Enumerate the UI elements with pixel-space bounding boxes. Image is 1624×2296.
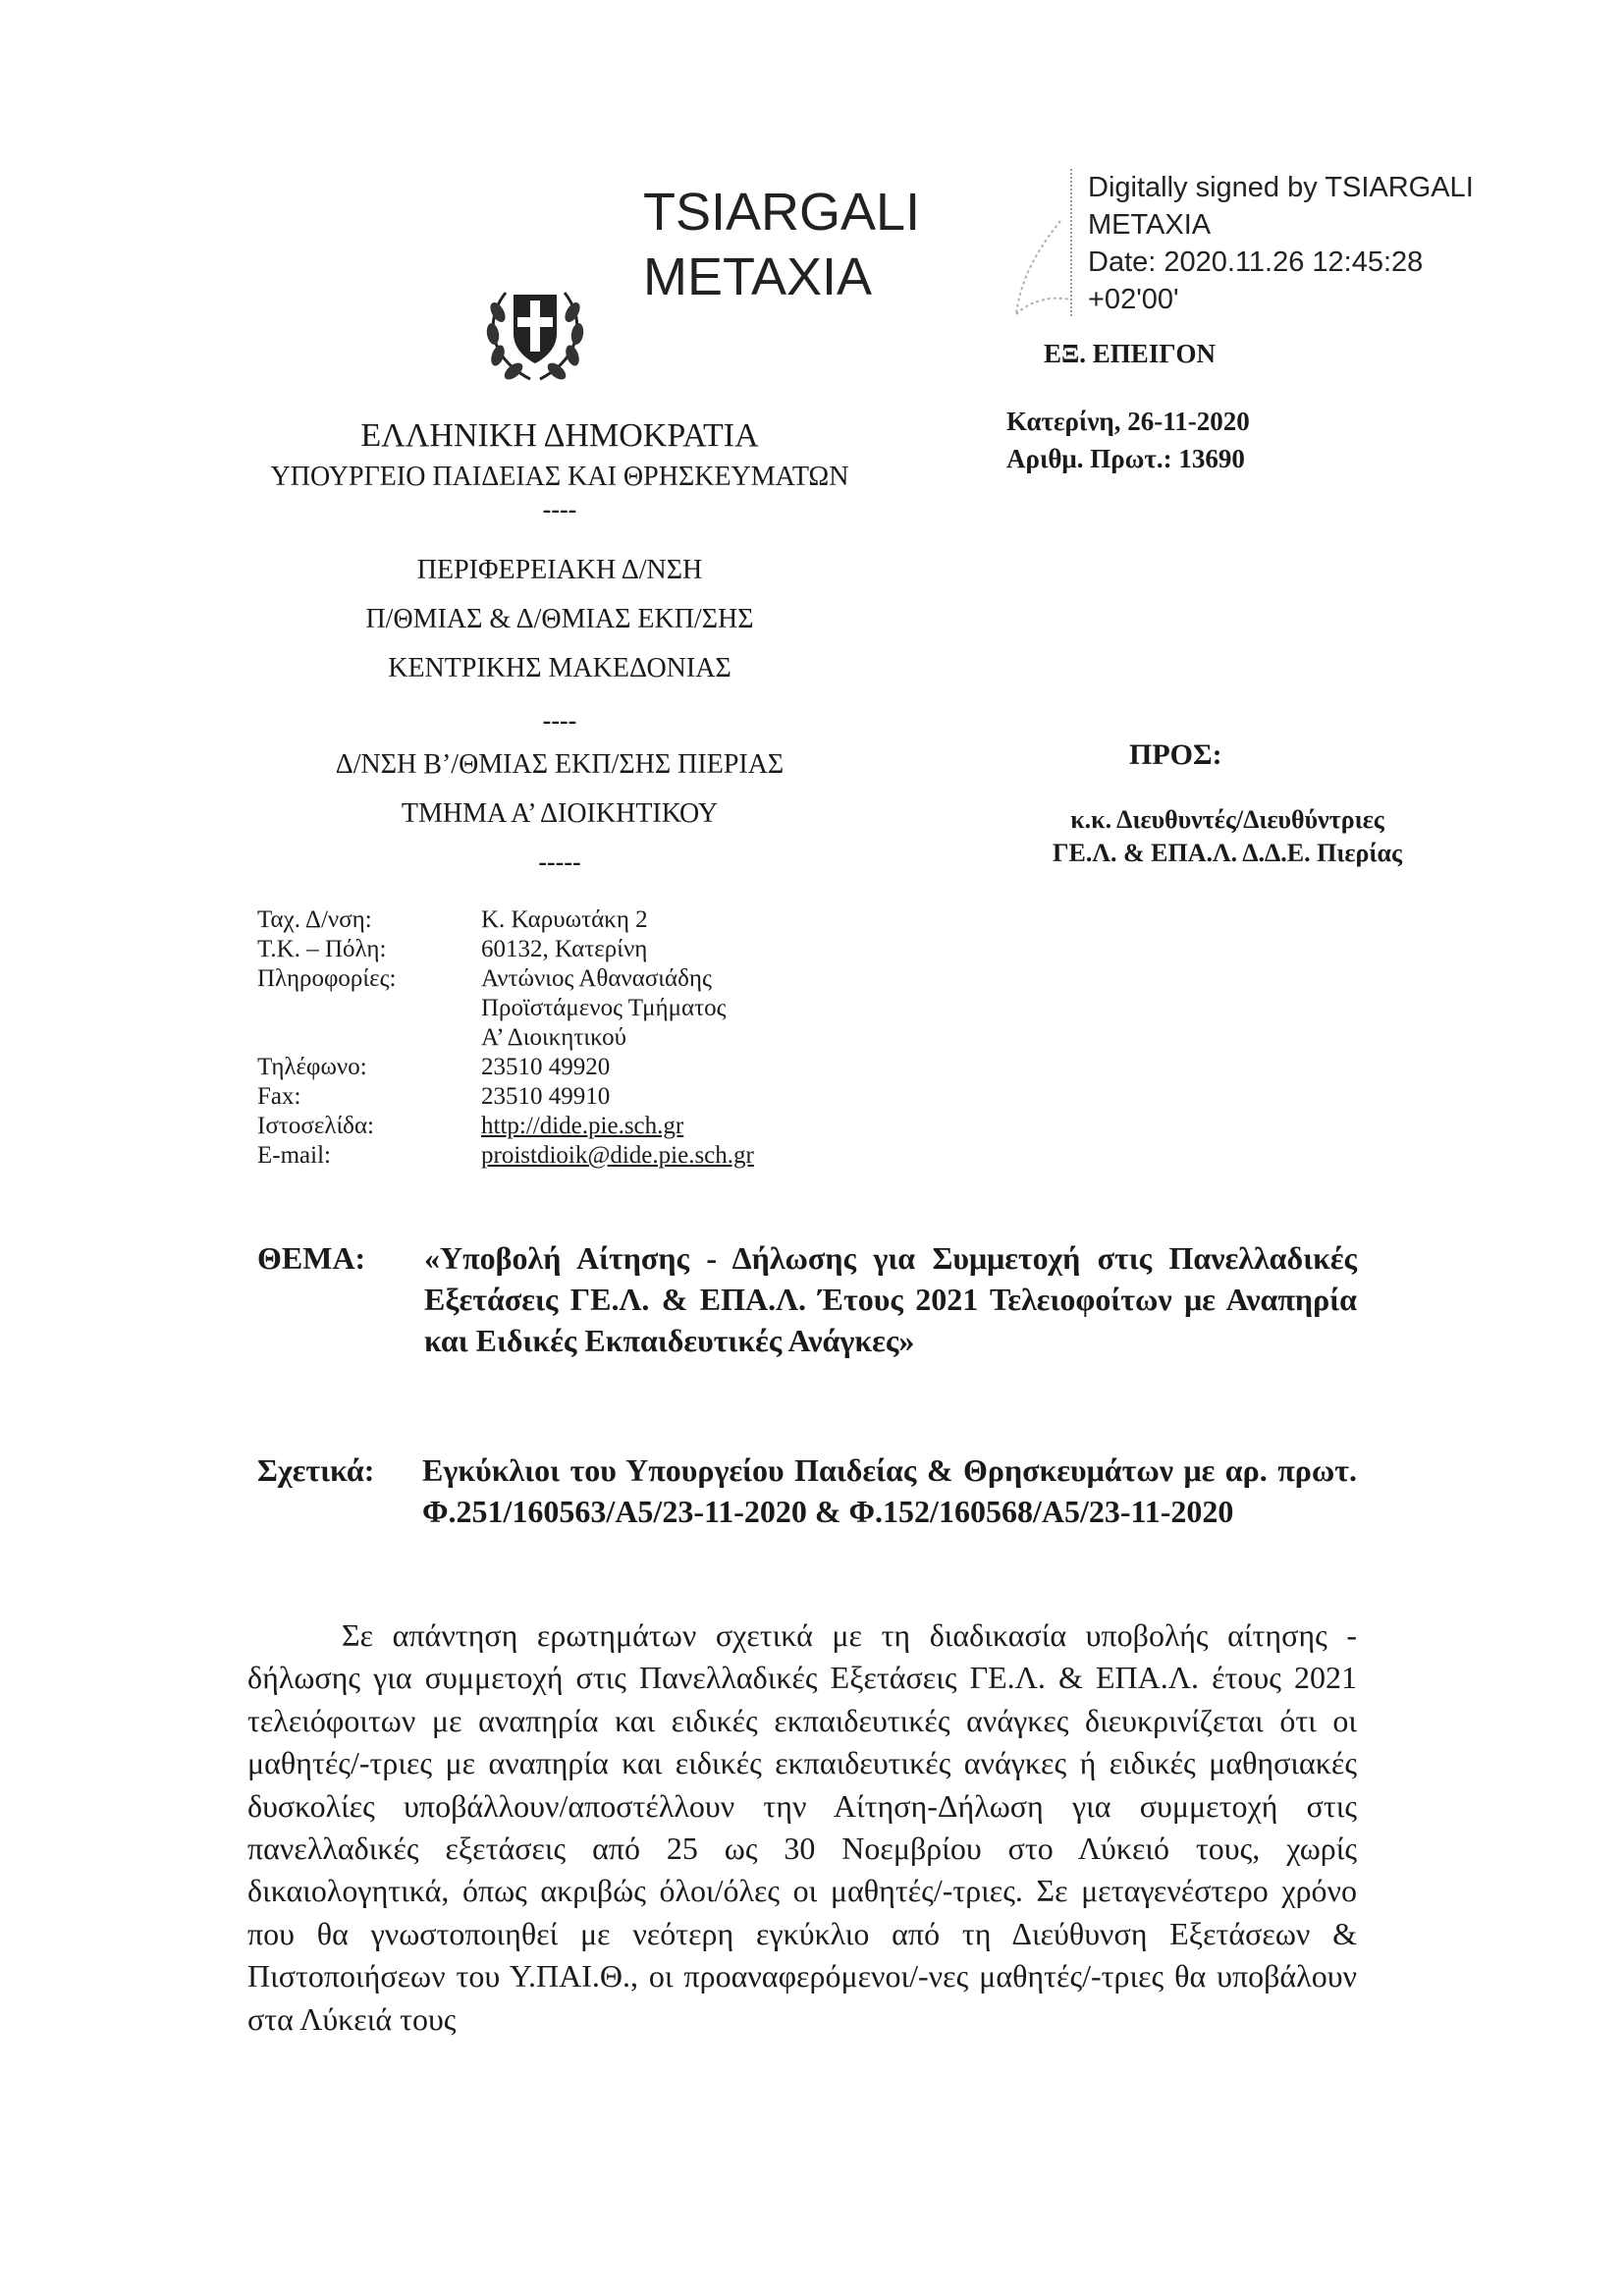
urgency-label: ΕΞ. ΕΠΕΙΓΟΝ bbox=[1044, 339, 1216, 368]
contact-row: Ιστοσελίδα: http://dide.pie.sch.gr bbox=[257, 1112, 754, 1141]
contact-row: Προϊστάμενος Τμήματος bbox=[481, 995, 727, 1021]
letterhead bbox=[245, 412, 874, 882]
signed-by-name: METAXIA bbox=[1088, 209, 1212, 241]
signature-date: Date: 2020.11.26 12:45:28 bbox=[1088, 246, 1424, 278]
email-link[interactable]: proistdioik@dide.pie.sch.gr bbox=[481, 1142, 754, 1169]
subject bbox=[257, 1237, 1357, 1361]
reference-label: Σχετικά: bbox=[257, 1452, 375, 1488]
separator: ---- bbox=[542, 706, 577, 735]
signer-name-line1: TSIARGALI bbox=[643, 183, 921, 242]
signature-timezone: +02'00' bbox=[1088, 284, 1179, 315]
regional-directorate-3: ΚΕΝΤΡΙΚΗΣ ΜΑΚΕΔΟΝΙΑΣ bbox=[388, 653, 731, 683]
department-name: ΤΜΗΜΑ Α’ ΔΙΟΙΚΗΤΙΚΟΥ bbox=[401, 798, 719, 829]
contact-row: Τηλέφωνο: 23510 49920 bbox=[257, 1054, 611, 1080]
contact-row: Ταχ. Δ/νση: Κ. Καρυωτάκη 2 bbox=[257, 906, 648, 933]
body-paragraph: Σε απάντηση ερωτημάτων σχετικά με τη διαδικασία υποβολής αίτησης - δήλωσης για συμμετοχή στις Πανελλαδικές Εξετάσεις ΓΕ.Λ. & ΕΠΑ.Λ. έτους 2021 τελειόφοιτων με αναπηρία και ειδικές εκπαιδευτικές ανάγκες διευκρινίζεται ότι οι μαθητές/-τριες με αναπηρία και ειδικές εκπαιδευτικές ανάγκες ή ειδικές μαθησιακές δυσκολίες υποβάλλουν/αποστέλλουν την Αίτηση-Δήλωση για συμμετοχή στις πανελλαδικές εξετάσεις από 25 ως 30 Νοεμβρίου στο Λύκειό τους, χωρίς δικαιολογητικά, όπως ακριβώς όλοι/όλες οι μαθητές/-τριες. Σε μεταγενέστερο χρόνο που θα γνωστοποιηθεί με νεότερη εγκύκλιο από τη Διεύθυνση Εξετάσεων & Πιστοποιήσεων του Υ.ΠΑΙ.Θ., οι προαναφερόμενοι/-νες μαθητές/-τριες θα υποβάλουν στα Λύκειά τους bbox=[247, 1617, 1357, 2037]
signer-name-line2: METAXIA bbox=[643, 247, 873, 306]
greek-emblem-logo bbox=[476, 273, 594, 391]
country-name: ΕΛΛΗΝΙΚΗ ΔΗΜΟΚΡΑΤΙΑ bbox=[360, 417, 759, 454]
contact-row: Πληροφορίες: Αντώνιος Αθανασιάδης bbox=[257, 965, 712, 992]
recipient bbox=[1011, 803, 1443, 870]
document-info bbox=[1006, 403, 1250, 477]
protocol-number: Αριθμ. Πρωτ.: 13690 bbox=[1006, 444, 1245, 473]
separator: ----- bbox=[538, 847, 581, 876]
subject-text: «Υποβολή Αίτησης - Δήλωσης για Συμμετοχή στις Πανελλαδικές Εξετάσεις ΓΕ.Λ. & ΕΠΑ.Λ. Έτους 2021 Τελειοφοίτων με Αναπηρία και Ειδικές Εκπαιδευτικές Ανάγκες» bbox=[424, 1240, 1357, 1358]
recipient-label: ΠΡΟΣ: bbox=[1129, 738, 1222, 771]
signer-name bbox=[643, 180, 920, 309]
separator: ---- bbox=[542, 495, 577, 523]
contact-details bbox=[257, 905, 754, 1171]
contact-row: Α’ Διοικητικού bbox=[481, 1024, 627, 1051]
contact-row: Τ.Κ. – Πόλη: 60132, Κατερίνη bbox=[257, 936, 648, 962]
contact-row: Fax: 23510 49910 bbox=[257, 1083, 611, 1110]
regional-directorate: ΠΕΡΙΦΕΡΕΙΑΚΗ Δ/ΝΣΗ bbox=[416, 555, 703, 585]
signature-scribble bbox=[1001, 216, 1080, 334]
place-date: Κατερίνη, 26-11-2020 bbox=[1006, 407, 1250, 436]
regional-directorate-2: Π/ΘΜΙΑΣ & Δ/ΘΜΙΑΣ ΕΚΠ/ΣΗΣ bbox=[365, 604, 754, 634]
digital-signature-details bbox=[1088, 169, 1474, 318]
directorate-name: Δ/ΝΣΗ Β’/ΘΜΙΑΣ ΕΚΠ/ΣΗΣ ΠΙΕΡΙΑΣ bbox=[335, 749, 785, 780]
ministry-name: ΥΠΟΥΡΓΕΙΟ ΠΑΙΔΕΙΑΣ ΚΑΙ ΘΡΗΣΚΕΥΜΑΤΩΝ bbox=[270, 462, 849, 492]
reference bbox=[257, 1449, 1357, 1532]
contact-row: E-mail: proistdioik@dide.pie.sch.gr bbox=[257, 1142, 754, 1169]
reference-text: Εγκύκλιοι του Υπουργείου Παιδείας & Θρησκευμάτων με αρ. πρωτ. Φ.251/160563/Α5/23-11-2020 & Φ.152/160568/Α5/23-11-2020 bbox=[422, 1452, 1357, 1529]
website-link[interactable]: http://dide.pie.sch.gr bbox=[481, 1113, 684, 1139]
recipient-line2: ΓΕ.Λ. & ΕΠΑ.Λ. Δ.Δ.Ε. Πιερίας bbox=[1052, 839, 1402, 867]
subject-label: ΘΕΜΑ: bbox=[257, 1240, 366, 1276]
signed-by: Digitally signed by TSIARGALI bbox=[1088, 172, 1474, 203]
recipient-line1: κ.κ. Διευθυντές/Διευθύντριες bbox=[1070, 805, 1384, 834]
